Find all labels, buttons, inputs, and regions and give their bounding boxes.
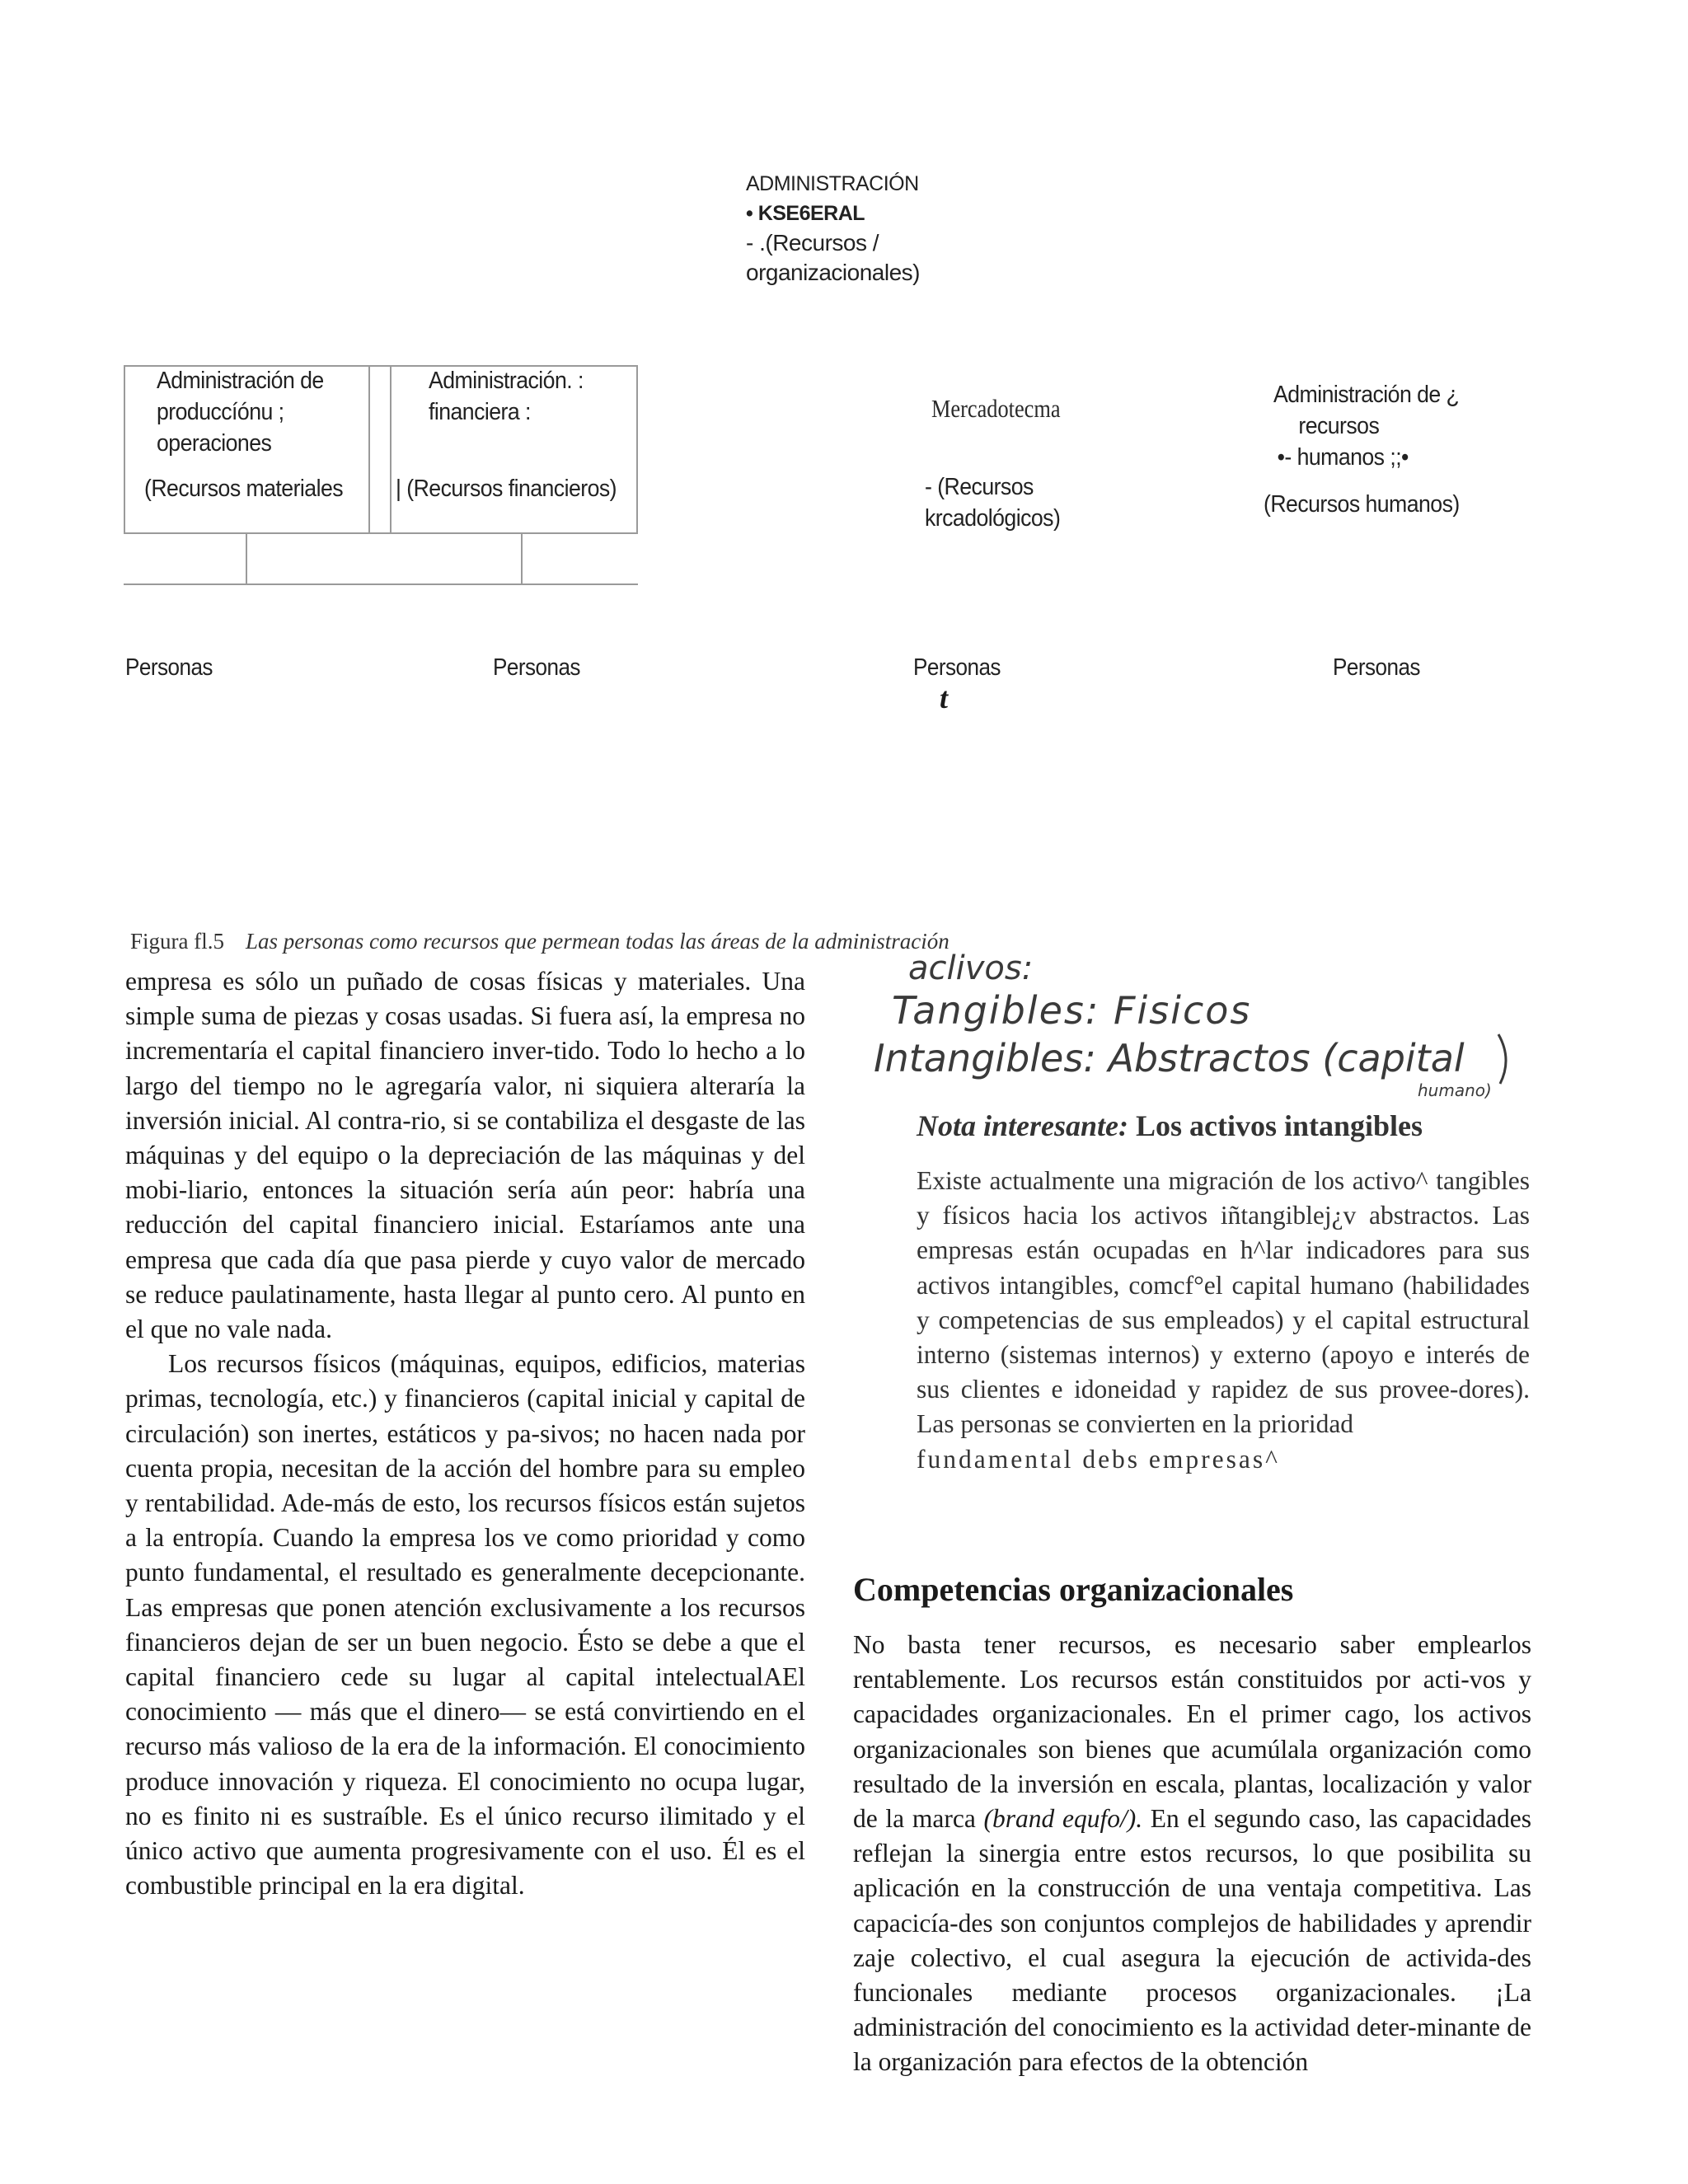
section-body-a: No basta tener recursos, es necesario saber emplearlos rentablemente. Los recursos están constituidos por acti-vos y capacidades organizacionales. En el primer cago, los activos organizacionales son bienes que acumúlala organización como resultado de la inversión en escala, plantas, localización y valor de la marca — [853, 1630, 1531, 1834]
section-body-b: En el segundo caso, las capacidades reflejan la sinergia entre estos recursos, lo que posibilita su aplicación en la construcción de una ventaja competitiva. Las capacicía-des son conjuntos complejos de habilidades y aprendir zaje colectivo, el cual asegura la ejecución de activida-des funcionales mediante procesos organizacionales. ¡La administración del conocimiento es la actividad deter-minante de la organización para efectos de la obtención — [853, 1804, 1531, 2077]
connector-right — [521, 534, 523, 585]
area-hr-resource: (Recursos humanos) — [1264, 491, 1460, 518]
handwriting-line3: Intangibles: Abstractos (capital — [874, 1036, 1465, 1080]
area-marketing-resource-line2: krcadológicos) — [925, 505, 1061, 532]
section-paragraph — [853, 1628, 1531, 2080]
diagram-top-line2: • KSE6ERAL — [746, 202, 865, 225]
diagram-top-line1: ADMINISTRACIÓN — [746, 172, 919, 195]
area-finance-title-line2: financiera : — [429, 399, 531, 425]
connector-left — [246, 534, 247, 585]
figure-caption — [130, 929, 950, 957]
area-hr-title-line2: recursos — [1298, 413, 1380, 439]
area-marketing-title: Mercadotecma — [931, 394, 1061, 423]
area-hr-title-line3: •- humanos ;;• — [1277, 444, 1409, 471]
box-bottom-border — [124, 532, 638, 534]
figure-caption-text: Las personas como recursos que permean todas las áreas de la administración — [246, 929, 950, 954]
box-right-border — [636, 365, 638, 534]
figure-caption-label: Figura fl.5 — [130, 929, 224, 954]
persona-label-4: Personas — [1333, 654, 1420, 681]
handwriting-line4: humano) — [1418, 1080, 1492, 1100]
diagram-top-node — [746, 169, 920, 288]
area-marketing-resource — [925, 471, 1060, 534]
handwritten-note-image — [849, 948, 1541, 1100]
handwriting-line2: Tangibles: Fisicos — [892, 988, 1252, 1033]
area-finance-resource: | (Recursos financieros) — [396, 476, 617, 502]
note-title-italic: Nota interesante: — [917, 1109, 1128, 1142]
diagram-top-line3: - .(Recursos / — [746, 230, 879, 255]
area-finance-title — [429, 365, 584, 428]
box-divider-2 — [390, 365, 392, 534]
area-production-title-line1: Administración de — [157, 368, 324, 394]
connector-baseline — [124, 583, 638, 585]
area-marketing-resource-line1: - (Recursos — [925, 474, 1034, 500]
handwriting-line1: aclivos: — [908, 949, 1034, 987]
right-column — [853, 1628, 1531, 2080]
area-hr-title-line1: Administración de ¿ — [1273, 382, 1460, 408]
handwriting-paren — [1498, 1034, 1506, 1084]
left-paragraph-2: Los recursos físicos (máquinas, equipos, edificios, materias primas, tecnología, etc.) y financieros (capital inicial y capital de circulación) son inertes, estáticos y pa-sivos; no hacen nada por cuenta propia, necesitan de la acción del hombre para su empleo y rentabilidad. Ade-más de esto, los recursos físicos están sujetos a la entropía. Cuando la empresa los ve como prioridad y como punto fundamental, el resultado es generalmente decepcionante. Las empresas que ponen atención exclusivamente a los recursos financieros dejan de ser un buen negocio. Ésto se debe a que el capital financiero cede su lugar al capital intelectualAEl conocimiento — más que el dinero— se está convirtiendo en el recurso más valioso de la era de la información. El conocimiento produce innovación y riqueza. El conocimiento no ocupa lugar, no es finito ni es sustraíble. Es el único recurso ilimitado y el único activo que aumenta progresivamente con el uso. Él es el combustible principal en la era digital. — [125, 1349, 805, 1900]
section-body-italic: (brand equfo/). — [983, 1804, 1143, 1834]
note-paragraph: Existe actualmente una migración de los activo^ tangibles y físicos hacia los activos iñtangiblej¿v abstractos. Las empresas están ocupadas en h^lar indicadores para sus activos intangibles, comcf°el capital humano (habilidades y competencias de sus empleados) y el capital estructural interno (sistemas internos) y externo (apoyo e interés de sus clientes e idoneidad y rapidez de sus provee-dores). Las personas se convierten en la prioridad — [917, 1166, 1530, 1439]
note-title-rest: Los activos intangibles — [1128, 1109, 1423, 1142]
left-paragraph-1: empresa es sólo un puñado de cosas físicas y materiales. Una simple suma de piezas y cosas usadas. Si fuera así, la empresa no incrementaría el capital financiero inver-tido. Todo lo hecho a lo largo del tiempo no le agregaría valor, ni siquiera alteraría la inversión inicial. Al contra-rio, si se contabiliza el desgaste de las máquinas y del equipo o la depreciación de las máquinas y del mobi-liario, entonces la situación sería aún peor: habría una reducción del capital financiero inicial. Estaríamos ante una empresa que cada día que pasa pierde y cuyo valor de mercado se reduce paulatinamente, hasta llegar al punto cero. Al punto en el que no vale nada. — [125, 967, 805, 1344]
area-production-title-line3: operaciones — [157, 430, 272, 457]
diagram-top-line4: organizacionales) — [746, 260, 920, 285]
persona-label-2: Personas — [493, 654, 580, 681]
left-column — [125, 964, 805, 1903]
area-finance-title-line1: Administración. : — [429, 368, 584, 394]
area-production-resource: (Recursos materiales — [144, 476, 344, 502]
area-production-title — [157, 365, 324, 459]
box-left-border — [124, 365, 125, 534]
area-production-title-line2: produccíónu ; — [157, 399, 284, 425]
section-heading: Competencias organizacionales — [853, 1571, 1294, 1608]
persona-label-1: Personas — [125, 654, 213, 681]
note-body — [917, 1164, 1530, 1477]
area-hr-title — [1273, 379, 1459, 473]
note-last-line: fundamental debs empresas^ — [917, 1444, 1280, 1474]
stray-mark: t — [940, 682, 949, 715]
note-title — [917, 1108, 1423, 1143]
box-divider-1 — [368, 365, 370, 534]
persona-label-3: Personas — [913, 654, 1001, 681]
